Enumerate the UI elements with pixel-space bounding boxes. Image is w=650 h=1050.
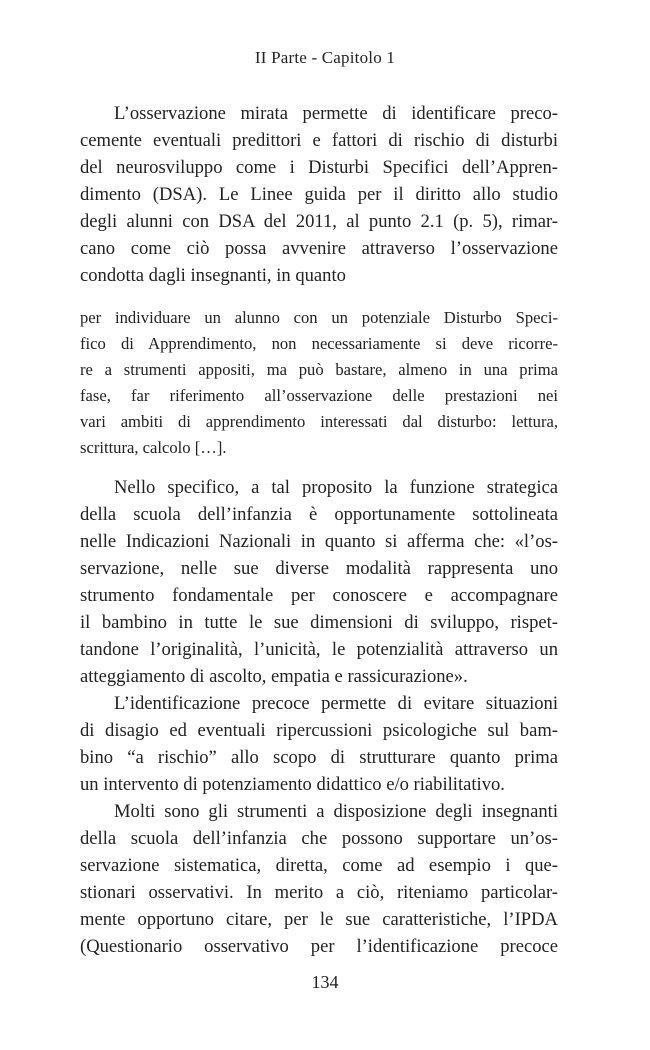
text-line: della scuola dell’infanzia è opportunamente sottolineata: [80, 504, 558, 525]
quote-line: fase, far riferimento all’osservazione delle prestazioni nei: [80, 386, 558, 405]
text-line: strumento fondamentale per conoscere e accompagnare: [80, 585, 558, 606]
text-line: stionari osservativi. In merito a ciò, riteniamo particolar-: [80, 882, 558, 903]
text-line: della scuola dell’infanzia che possono supportare un’os-: [80, 828, 558, 849]
text-line: atteggiamento di ascolto, empatia e rassicurazione».: [80, 666, 468, 687]
page-number: 134: [311, 972, 339, 992]
text-line: bino “a rischio” allo scopo di strutturare quanto prima: [80, 747, 558, 768]
quote-line: vari ambiti di apprendimento interessati dal disturbo: lettura,: [80, 412, 558, 431]
text-line: cano come ciò possa avvenire attraverso l’osservazione: [80, 238, 558, 259]
quote-line: scrittura, calcolo […].: [80, 438, 227, 457]
text-line: Molti sono gli strumenti a disposizione degli insegnanti: [114, 801, 558, 822]
paragraph-identification: [80, 690, 558, 798]
block-quote: [80, 305, 558, 461]
text-line: di disagio ed eventuali ripercussioni psicologiche sul bam-: [80, 720, 558, 741]
paragraph-specific: [80, 474, 558, 690]
quote-line: fico di Apprendimento, non necessariamente si deve ricorre-: [80, 334, 558, 353]
text-line: il bambino in tutte le sue dimensioni di sviluppo, rispet-: [80, 612, 558, 633]
text-line: condotta dagli insegnanti, in quanto: [80, 265, 346, 286]
text-line: Nello specifico, a tal proposito la funzione strategica: [114, 477, 558, 498]
quote-line: per individuare un alunno con un potenziale Disturbo Speci-: [80, 308, 558, 327]
text-line: servazione, nelle sue diverse modalità rappresenta uno: [80, 558, 558, 579]
quote-line: re a strumenti appositi, ma può bastare, almeno in una prima: [80, 360, 558, 379]
paragraph-intro: [80, 100, 558, 289]
text-line: cemente eventuali predittori e fattori di rischio di disturbi: [80, 130, 558, 151]
text-line: dimento (DSA). Le Linee guida per il diritto allo studio: [80, 184, 558, 205]
text-line: (Questionario osservativo per l’identificazione precoce: [80, 936, 558, 957]
text-line: tandone l’originalità, l’unicità, le potenzialità attraverso un: [80, 639, 558, 660]
text-line: L’identificazione precoce permette di evitare situazioni: [114, 693, 558, 714]
running-header: II Parte - Capitolo 1: [254, 48, 396, 67]
text-line: nelle Indicazioni Nazionali in quanto si afferma che: «l’os-: [80, 531, 558, 552]
text-line: mente opportuno citare, per le sue caratteristiche, l’IPDA: [80, 909, 558, 930]
text-line: degli alunni con DSA del 2011, al punto 2.1 (p. 5), rimar-: [80, 211, 558, 232]
text-line: un intervento di potenziamento didattico e/o riabilitativo.: [80, 774, 505, 795]
paragraph-tools: [80, 798, 558, 960]
text-line: servazione sistematica, diretta, come ad esempio i que-: [80, 855, 558, 876]
text-line: L’osservazione mirata permette di identificare preco-: [114, 103, 558, 124]
text-line: del neurosviluppo come i Disturbi Specifici dell’Appren-: [80, 157, 558, 178]
